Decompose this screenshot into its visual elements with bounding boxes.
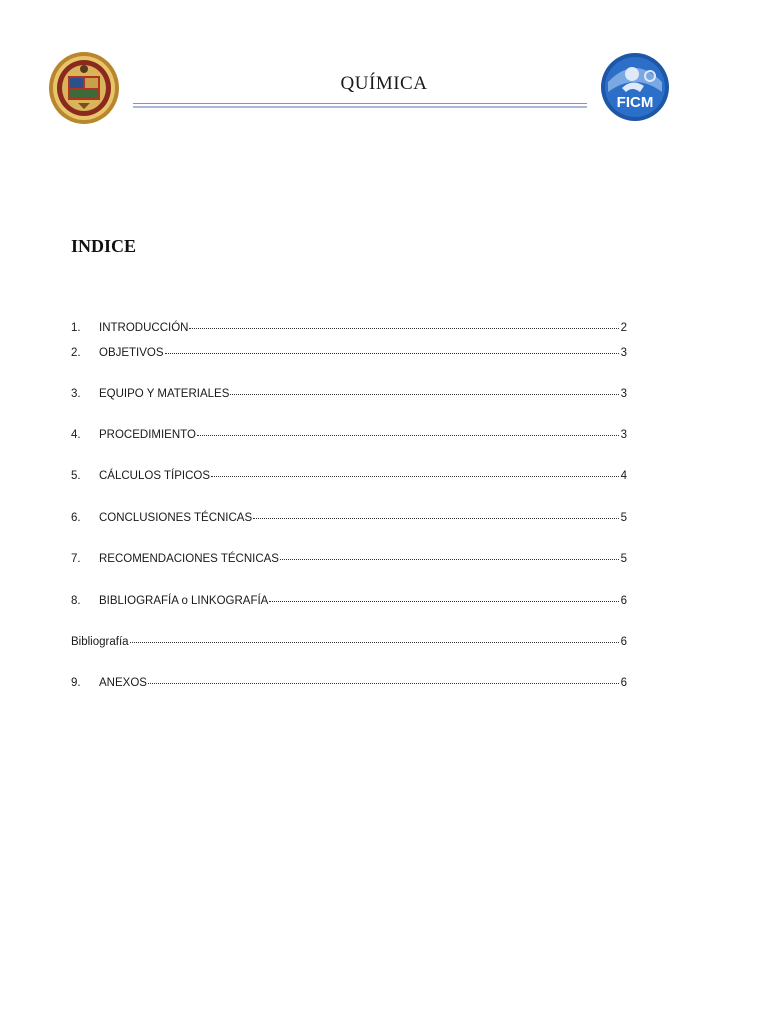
toc-entry-label: RECOMENDACIONES TÉCNICAS — [99, 553, 279, 565]
toc-entry-number: 8. — [71, 595, 81, 607]
table-of-contents — [71, 0, 627, 1024]
toc-entry-label: BIBLIOGRAFÍA o LINKOGRAFÍA — [99, 595, 269, 607]
toc-dot-leader — [211, 464, 619, 477]
toc-entry-page: 6 — [620, 636, 627, 648]
toc-entry[interactable] — [71, 549, 627, 565]
toc-entry-number: 1. — [71, 322, 81, 334]
toc-entry[interactable] — [71, 591, 627, 607]
toc-dot-leader — [253, 506, 618, 519]
toc-entry[interactable] — [71, 318, 627, 334]
toc-entry[interactable] — [71, 384, 627, 400]
toc-entry[interactable] — [71, 632, 627, 648]
toc-entry-page: 5 — [620, 553, 627, 565]
toc-dot-leader — [230, 382, 618, 395]
toc-entry[interactable] — [71, 343, 627, 359]
toc-entry-number: 3. — [71, 388, 81, 400]
toc-dot-leader — [165, 341, 619, 354]
toc-dot-leader — [148, 671, 619, 684]
toc-entry-label: EQUIPO Y MATERIALES — [99, 388, 230, 400]
toc-entry-label: OBJETIVOS — [99, 347, 164, 359]
toc-entry-label: ANEXOS — [99, 677, 147, 689]
toc-entry-number: 6. — [71, 512, 81, 524]
toc-entry-page: 6 — [620, 677, 627, 689]
ficm-logo-text: FICM — [616, 94, 654, 111]
toc-dot-leader — [189, 316, 618, 329]
toc-entry[interactable] — [71, 508, 627, 524]
toc-dot-leader — [280, 547, 619, 560]
toc-entry-number: 7. — [71, 553, 81, 565]
header-title: QUÍMICA — [340, 73, 428, 94]
toc-entry-label: Bibliografía — [71, 636, 129, 648]
toc-entry-number: 5. — [71, 470, 81, 482]
index-title: INDICE — [71, 236, 137, 256]
toc-entry-page: 2 — [620, 322, 627, 334]
toc-entry-label: PROCEDIMIENTO — [99, 429, 196, 441]
toc-dot-leader — [197, 423, 619, 436]
toc-dot-leader — [269, 589, 618, 602]
toc-entry[interactable] — [71, 466, 627, 482]
toc-entry-page: 6 — [620, 595, 627, 607]
toc-dot-leader — [130, 630, 619, 643]
toc-entry-page: 3 — [620, 347, 627, 359]
toc-entry-number: 4. — [71, 429, 81, 441]
toc-entry-page: 3 — [620, 388, 627, 400]
toc-entry-page: 5 — [620, 512, 627, 524]
toc-entry[interactable] — [71, 673, 627, 689]
toc-entry[interactable] — [71, 425, 627, 441]
toc-entry-label: CÁLCULOS TÍPICOS — [99, 470, 210, 482]
toc-entry-page: 4 — [620, 470, 627, 482]
toc-entry-number: 2. — [71, 347, 81, 359]
toc-entry-label: CONCLUSIONES TÉCNICAS — [99, 512, 253, 524]
toc-entry-number: 9. — [71, 677, 81, 689]
toc-entry-page: 3 — [620, 429, 627, 441]
toc-entry-label: INTRODUCCIÓN — [99, 322, 189, 334]
